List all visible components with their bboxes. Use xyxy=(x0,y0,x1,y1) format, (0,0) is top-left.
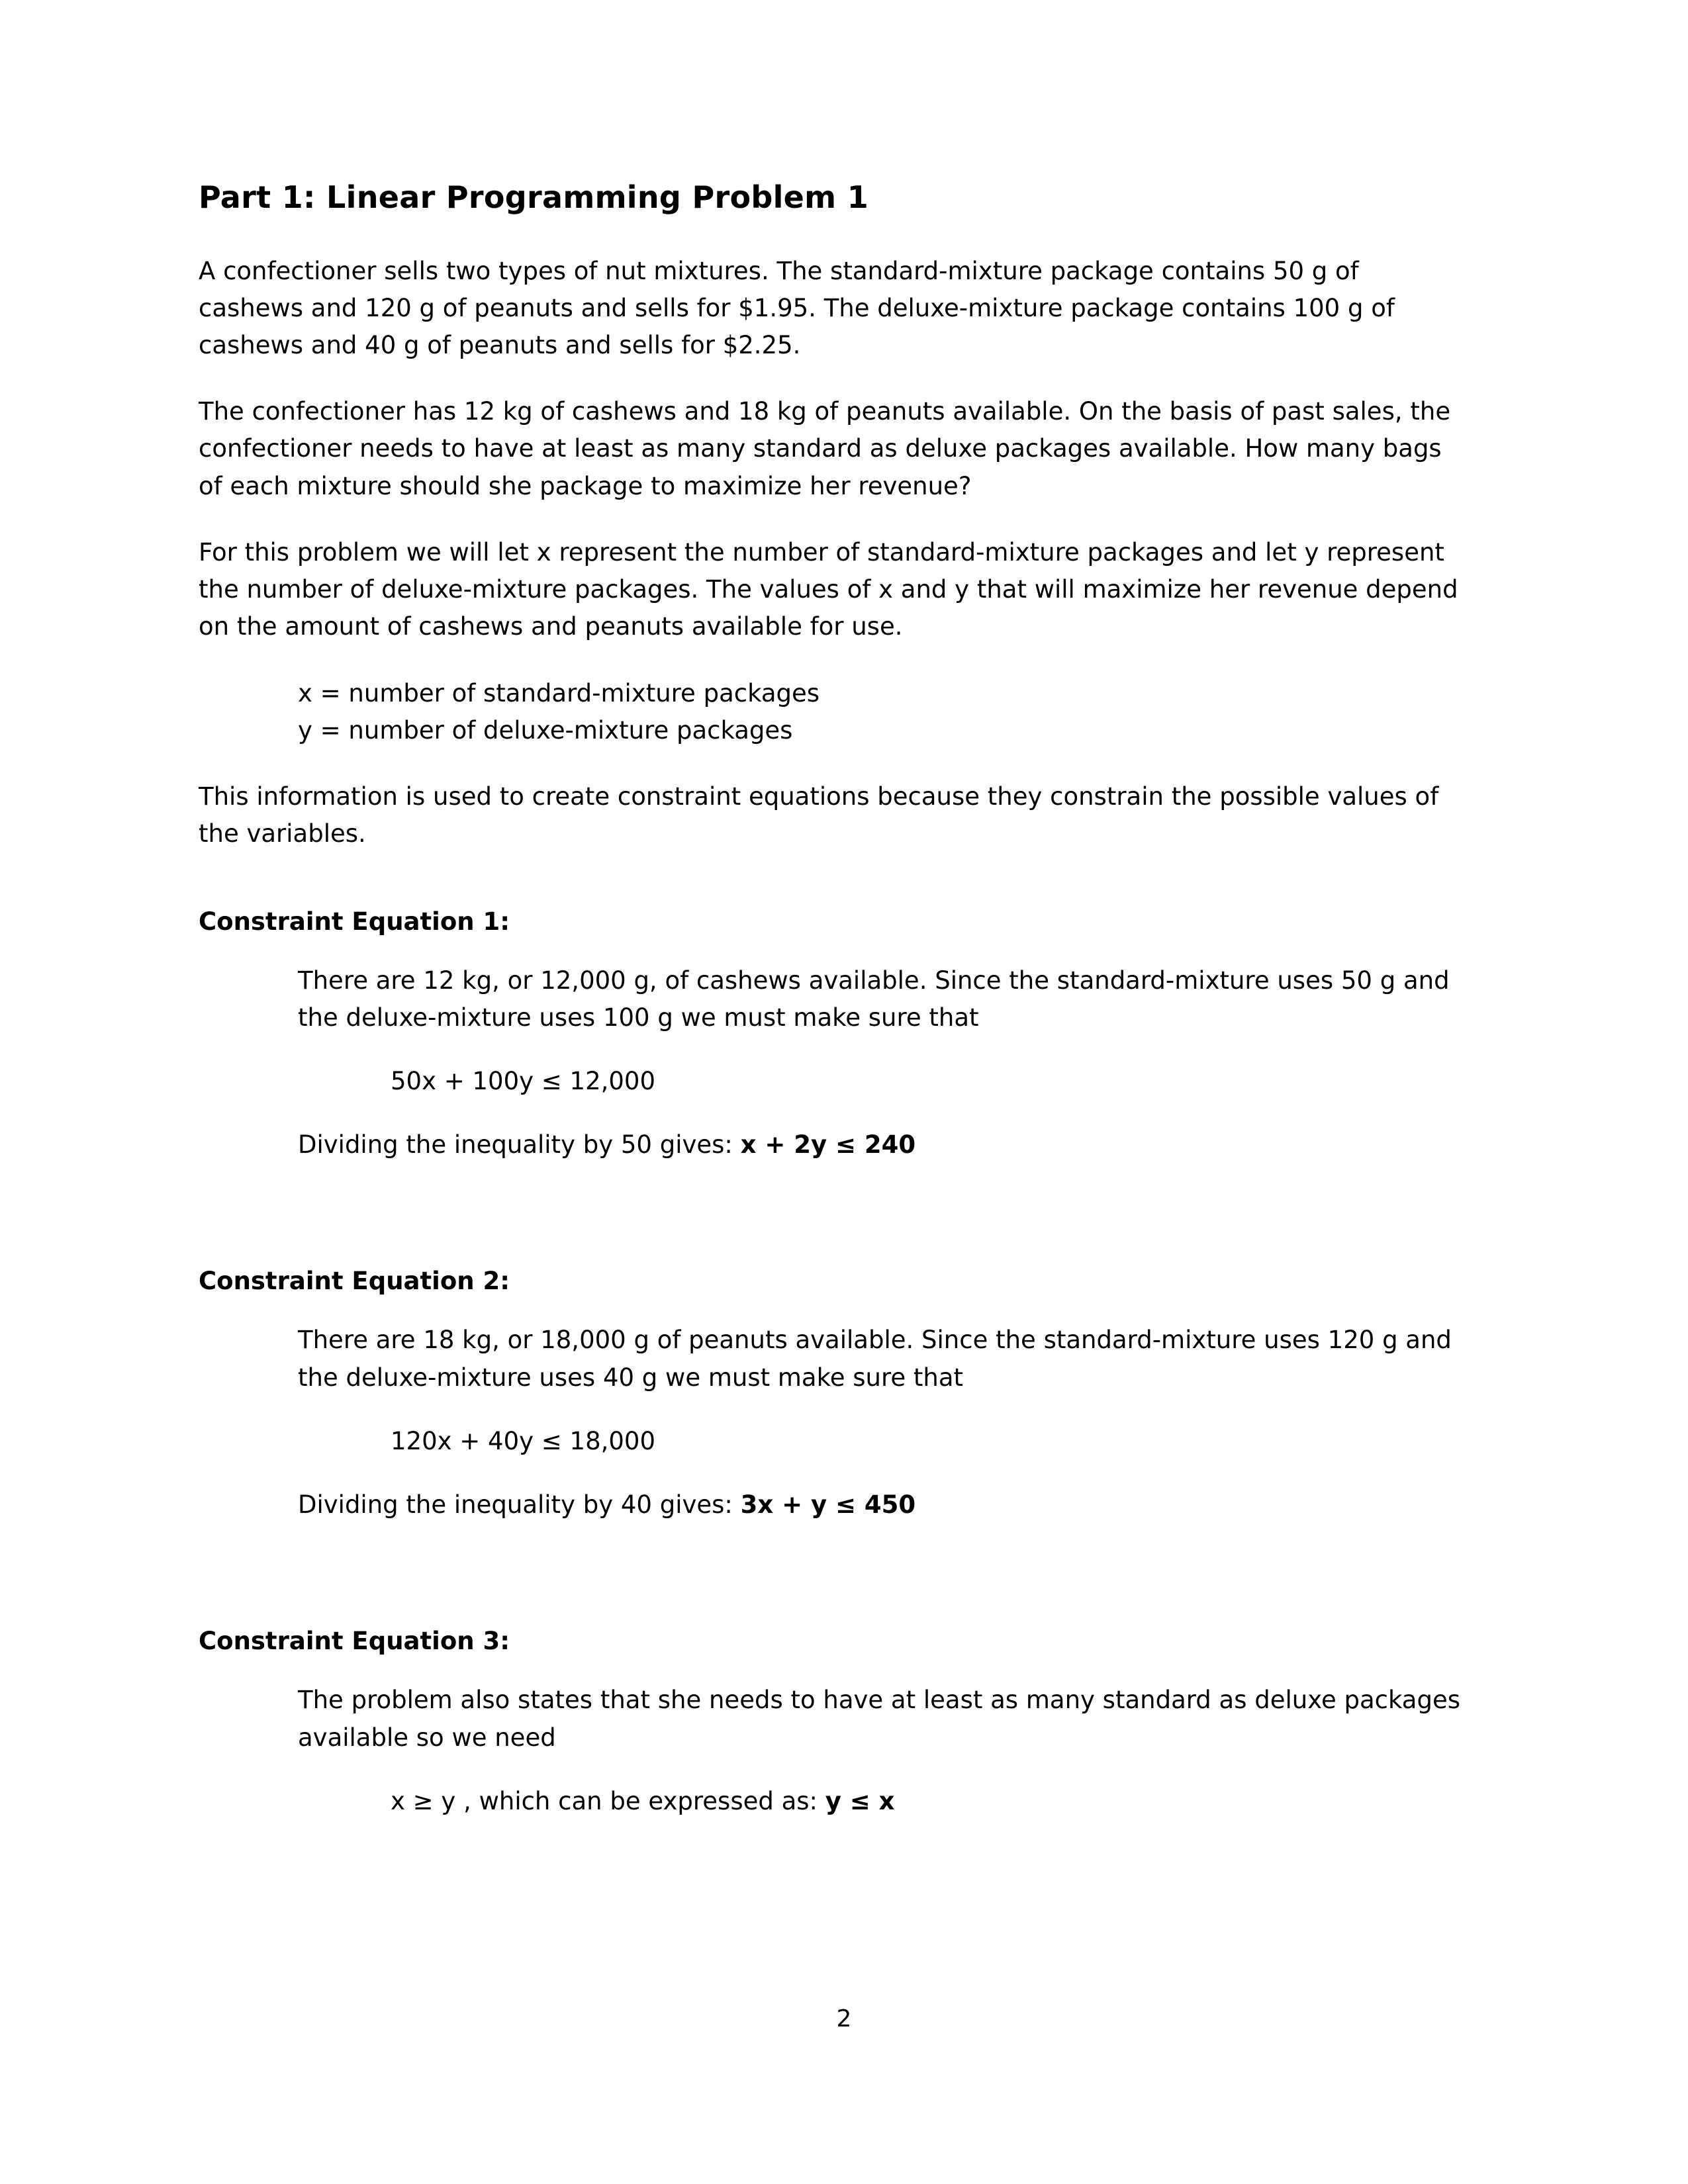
page-title: Part 1: Linear Programming Problem 1 xyxy=(199,179,869,215)
constraint-3-equation-line xyxy=(199,1783,1489,1820)
variable-x-definition: x = number of standard-mixture packages xyxy=(298,678,820,707)
constraint-1-body: There are 12 kg, or 12,000 g, of cashews available. Since the standard-mixture uses 50 g and the deluxe-mixture uses 100 g we must make sure that xyxy=(298,966,1450,1032)
page-number: 2 xyxy=(836,2005,852,2032)
intro-paragraph-1: A confectioner sells two types of nut mixtures. The standard-mixture package contains 50 g of cashews and 120 g of peanuts and sells for $1.95. The deluxe-mixture package contains 100 g of cashews and 40 g of peanuts and sells for $2.25. xyxy=(199,256,1395,359)
intro-paragraph-4: This information is used to create constraint equations because they constrain the possible values of the variables. xyxy=(199,782,1439,848)
constraint-2-result-lead: Dividing the inequality by 40 gives: xyxy=(298,1490,733,1520)
constraint-section-1 xyxy=(199,907,1489,1164)
constraint-3-result: y ≤ x xyxy=(825,1786,895,1815)
section-spacer-2 xyxy=(199,1550,1489,1572)
constraint-1-result: x + 2y ≤ 240 xyxy=(740,1130,916,1160)
constraint-1-heading: Constraint Equation 1: xyxy=(199,907,510,936)
variable-definitions xyxy=(199,675,1489,749)
constraint-section-2 xyxy=(199,1267,1489,1524)
constraint-2-heading: Constraint Equation 2: xyxy=(199,1267,510,1296)
variable-y-definition: y = number of deluxe-mixture packages xyxy=(298,715,793,745)
constraint-3-heading: Constraint Equation 3: xyxy=(199,1627,510,1656)
constraint-3-equation: x ≥ y , which can be expressed as: xyxy=(391,1786,818,1815)
constraint-3-body: The problem also states that she needs to have at least as many standard as deluxe packages available so we need xyxy=(298,1686,1461,1752)
constraint-2-result-line xyxy=(199,1486,1489,1524)
section-spacer xyxy=(199,1190,1489,1212)
constraint-1-result-lead: Dividing the inequality by 50 gives: xyxy=(298,1130,733,1160)
constraint-1-equation: 50x + 100y ≤ 12,000 xyxy=(391,1067,656,1096)
intro-paragraph-2: The confectioner has 12 kg of cashews and 18 kg of peanuts available. On the basis of past sales, the confectioner needs to have at least as many standard as deluxe packages available. How many bags of each mixture should she package to maximize her revenue? xyxy=(199,397,1451,500)
constraint-2-result: 3x + y ≤ 450 xyxy=(740,1490,916,1520)
constraint-1-result-line xyxy=(199,1126,1489,1163)
constraint-2-body: There are 18 kg, or 18,000 g of peanuts available. Since the standard-mixture uses 120 g and the deluxe-mixture uses 40 g we must make sure that xyxy=(298,1326,1452,1392)
constraint-2-equation: 120x + 40y ≤ 18,000 xyxy=(391,1426,656,1455)
intro-paragraph-3: For this problem we will let x represent the number of standard-mixture packages and let y represent the number of deluxe-mixture packages. The values of x and y that will maximize her revenue depend on the amount of cashews and peanuts available for use. xyxy=(199,537,1458,641)
constraint-section-3 xyxy=(199,1627,1489,1820)
